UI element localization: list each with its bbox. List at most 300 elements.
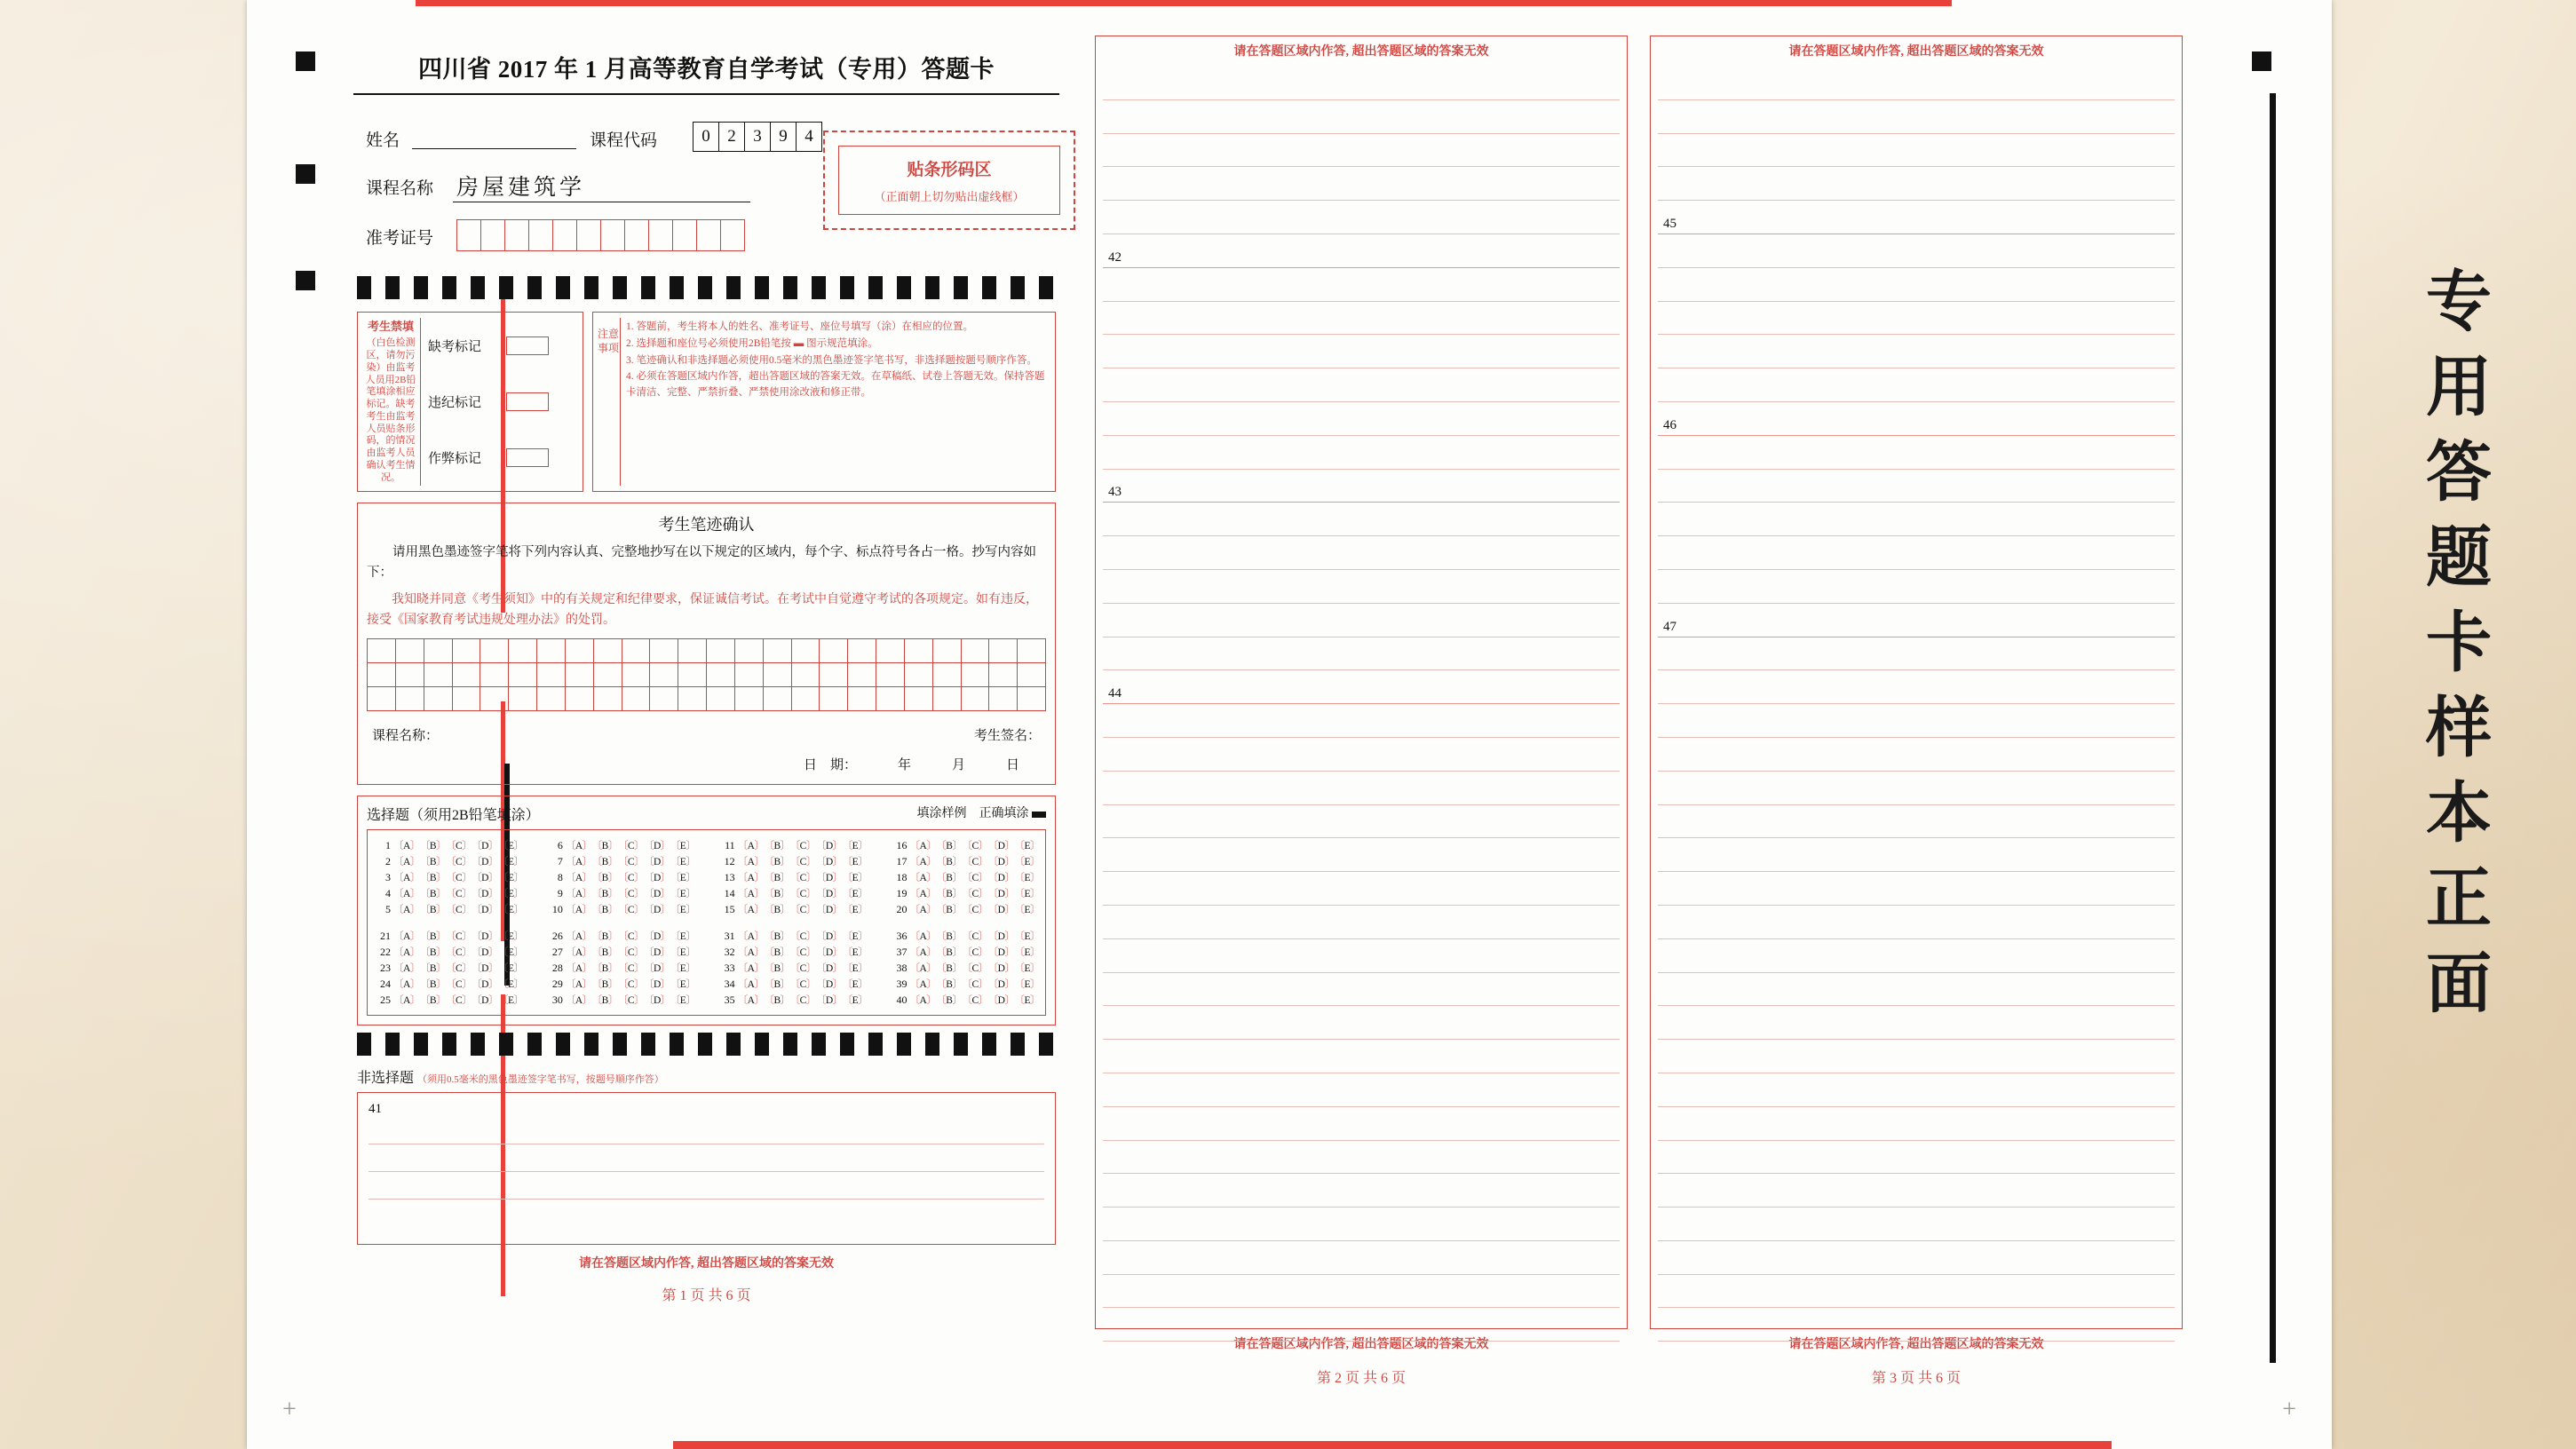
handwriting-cell[interactable] [480,687,509,711]
handwriting-cell[interactable] [989,663,1018,687]
mc-bubble-a[interactable]: 〔A〕 [565,889,592,900]
mc-bubble-a[interactable]: 〔A〕 [565,947,592,959]
mc-question-row[interactable] [889,960,1040,976]
answer-line[interactable] [1658,1107,2175,1141]
mc-bubble-d[interactable]: 〔D〕 [815,873,843,884]
mc-bubble-e[interactable]: 〔E〕 [670,873,696,884]
mc-bubble-a[interactable]: 〔A〕 [393,889,420,900]
mc-bubble-d[interactable]: 〔D〕 [472,979,498,991]
mc-bubble-a[interactable]: 〔A〕 [909,873,937,884]
mc-bubble-e[interactable]: 〔E〕 [842,995,868,1007]
answer-column-three[interactable] [1650,36,2183,1329]
mc-bubble-b[interactable]: 〔B〕 [936,857,963,868]
mc-bubble-a[interactable]: 〔A〕 [393,905,420,916]
answer-line[interactable] [1658,570,2175,604]
answer-line[interactable] [1103,939,1620,973]
mc-bubble-b[interactable]: 〔B〕 [764,979,790,991]
answer-line[interactable] [1103,570,1620,604]
answer-line[interactable] [1658,302,2175,336]
mc-bubble-a[interactable]: 〔A〕 [565,931,592,943]
mc-bubble-b[interactable]: 〔B〕 [936,931,963,943]
answer-line[interactable] [1103,134,1620,168]
mc-bubble-b[interactable]: 〔B〕 [591,995,618,1007]
mc-bubble-b[interactable]: 〔B〕 [419,873,446,884]
mc-bubble-c[interactable]: 〔C〕 [445,889,472,900]
mc-bubble-a[interactable]: 〔A〕 [393,963,420,975]
mc-bubble-a[interactable]: 〔A〕 [565,873,592,884]
mc-bubble-b[interactable]: 〔B〕 [764,931,790,943]
answer-line[interactable] [1103,368,1620,402]
answer-line[interactable] [1658,335,2175,368]
handwriting-cell[interactable] [396,639,424,663]
handwriting-cell[interactable] [650,639,678,663]
handwriting-cell[interactable] [678,639,707,663]
mc-bubble-a[interactable]: 〔A〕 [737,857,765,868]
mc-bubble-e[interactable]: 〔E〕 [670,963,696,975]
mc-question-row[interactable] [373,944,524,960]
mc-question-row[interactable] [545,837,696,853]
mc-bubble-e[interactable]: 〔E〕 [1014,841,1040,852]
mc-bubble-c[interactable]: 〔C〕 [445,947,472,959]
mc-bubble-e[interactable]: 〔E〕 [1014,905,1040,916]
handwriting-cell[interactable] [509,663,537,687]
answer-line[interactable] [1103,1174,1620,1208]
mc-bubble-c[interactable]: 〔C〕 [617,873,644,884]
mc-bubble-a[interactable]: 〔A〕 [393,995,420,1007]
mc-question-row[interactable] [373,837,524,853]
mc-bubble-e[interactable]: 〔E〕 [1014,963,1040,975]
mc-bubble-a[interactable]: 〔A〕 [393,947,420,959]
mc-bubble-d[interactable]: 〔D〕 [815,905,843,916]
mc-bubble-b[interactable]: 〔B〕 [936,841,963,852]
mc-bubble-e[interactable]: 〔E〕 [842,963,868,975]
answer-area-41[interactable] [357,1092,1056,1245]
handwriting-cell[interactable] [480,663,509,687]
answer-line[interactable] [1658,872,2175,906]
answer-line[interactable] [1658,470,2175,503]
mc-bubble-e[interactable]: 〔E〕 [1014,873,1040,884]
course-code-boxes[interactable] [693,122,822,152]
mc-question-row[interactable] [717,901,868,917]
handwriting-cell[interactable] [1018,663,1046,687]
mc-bubble-b[interactable]: 〔B〕 [764,873,790,884]
mc-bubble-e[interactable]: 〔E〕 [497,889,524,900]
mark-bubble-violation[interactable] [506,392,549,411]
answer-line[interactable] [1658,67,2175,100]
handwriting-cell[interactable] [594,687,622,711]
mc-bubble-c[interactable]: 〔C〕 [962,947,988,959]
mc-bubble-a[interactable]: 〔A〕 [909,857,937,868]
answer-line[interactable] [1658,1275,2175,1309]
handwriting-cell[interactable] [453,687,481,711]
mc-bubble-a[interactable]: 〔A〕 [737,963,765,975]
handwriting-cell[interactable] [1018,639,1046,663]
mc-bubble-e[interactable]: 〔E〕 [1014,979,1040,991]
mc-bubble-b[interactable]: 〔B〕 [764,947,790,959]
handwriting-cell[interactable] [537,663,566,687]
mc-bubble-e[interactable]: 〔E〕 [670,947,696,959]
mc-bubble-c[interactable]: 〔C〕 [789,947,816,959]
handwriting-cell[interactable] [792,663,820,687]
mc-bubble-b[interactable]: 〔B〕 [419,857,446,868]
mc-bubble-b[interactable]: 〔B〕 [936,905,963,916]
mc-bubble-c[interactable]: 〔C〕 [445,857,472,868]
answer-line[interactable] [1103,1275,1620,1309]
answer-line[interactable] [1658,973,2175,1007]
handwriting-cell[interactable] [905,663,933,687]
mc-question-row[interactable] [373,885,524,901]
answer-line[interactable] [1103,470,1620,503]
answer-line[interactable] [1103,670,1620,704]
handwriting-cell[interactable] [396,687,424,711]
handwriting-cell[interactable] [566,663,594,687]
mc-bubble-d[interactable]: 〔D〕 [472,873,498,884]
handwriting-cell[interactable] [848,639,876,663]
answer-line[interactable] [1658,201,2175,234]
mc-bubble-e[interactable]: 〔E〕 [842,931,868,943]
answer-line[interactable] [1658,1073,2175,1107]
handwriting-cell[interactable] [876,687,905,711]
mc-bubble-e[interactable]: 〔E〕 [670,857,696,868]
mc-bubble-d[interactable]: 〔D〕 [643,931,670,943]
mc-question-row[interactable] [717,944,868,960]
mc-bubble-c[interactable]: 〔C〕 [789,905,816,916]
mc-bubble-c[interactable]: 〔C〕 [617,995,644,1007]
mc-bubble-a[interactable]: 〔A〕 [393,841,420,852]
mc-bubble-a[interactable]: 〔A〕 [565,995,592,1007]
answer-line[interactable] [1658,536,2175,570]
handwriting-cell[interactable] [707,687,735,711]
answer-line[interactable] [1103,1040,1620,1073]
mc-bubble-e[interactable]: 〔E〕 [497,905,524,916]
answer-line[interactable] [1103,637,1620,671]
mc-bubble-d[interactable]: 〔D〕 [987,857,1015,868]
mc-bubble-b[interactable]: 〔B〕 [591,905,618,916]
mc-bubble-c[interactable]: 〔C〕 [789,889,816,900]
mc-bubble-a[interactable]: 〔A〕 [909,931,937,943]
mc-bubble-d[interactable]: 〔D〕 [643,905,670,916]
mc-question-row[interactable] [889,869,1040,885]
mc-bubble-d[interactable]: 〔D〕 [472,963,498,975]
answer-line[interactable] [1658,134,2175,168]
mc-bubble-a[interactable]: 〔A〕 [909,963,937,975]
answer-line[interactable] [1658,939,2175,973]
mc-bubble-b[interactable]: 〔B〕 [419,995,446,1007]
mc-bubble-e[interactable]: 〔E〕 [842,873,868,884]
answer-line[interactable] [1103,1308,1620,1342]
mc-bubble-d[interactable]: 〔D〕 [987,889,1015,900]
mc-bubble-c[interactable]: 〔C〕 [962,857,988,868]
answer-line[interactable] [1103,1073,1620,1107]
answer-line[interactable] [1103,704,1620,738]
mc-bubble-e[interactable]: 〔E〕 [842,979,868,991]
mc-bubble-e[interactable]: 〔E〕 [842,841,868,852]
mc-bubble-b[interactable]: 〔B〕 [764,905,790,916]
handwriting-cell[interactable] [453,639,481,663]
answer-line[interactable] [1103,234,1620,268]
handwriting-cell[interactable] [622,639,651,663]
mc-question-row[interactable] [889,928,1040,944]
handwriting-cell[interactable] [678,663,707,687]
mc-bubble-e[interactable]: 〔E〕 [670,841,696,852]
answer-line[interactable] [1103,503,1620,536]
mc-question-row[interactable] [373,901,524,917]
answer-line[interactable] [1103,167,1620,201]
mc-question-row[interactable] [717,960,868,976]
mc-bubble-c[interactable]: 〔C〕 [445,963,472,975]
mc-bubble-e[interactable]: 〔E〕 [1014,889,1040,900]
mc-bubble-c[interactable]: 〔C〕 [962,889,988,900]
mc-bubble-d[interactable]: 〔D〕 [815,979,843,991]
mc-question-row[interactable] [717,928,868,944]
mc-question-row[interactable] [373,928,524,944]
mc-bubble-d[interactable]: 〔D〕 [643,857,670,868]
mc-question-row[interactable] [545,853,696,869]
answer-line[interactable] [1658,167,2175,201]
mc-bubble-a[interactable]: 〔A〕 [909,995,937,1007]
mc-question-row[interactable] [717,885,868,901]
handwriting-cell[interactable] [424,639,453,663]
answer-line[interactable] [1103,805,1620,839]
handwriting-cell[interactable] [707,639,735,663]
handwriting-cell[interactable] [962,687,990,711]
mc-bubble-e[interactable]: 〔E〕 [497,947,524,959]
mc-bubble-a[interactable]: 〔A〕 [565,979,592,991]
answer-line[interactable] [1658,436,2175,470]
mc-bubble-c[interactable]: 〔C〕 [789,857,816,868]
answer-line[interactable] [1103,906,1620,939]
mc-bubble-e[interactable]: 〔E〕 [497,873,524,884]
mc-bubble-b[interactable]: 〔B〕 [764,889,790,900]
mc-bubble-b[interactable]: 〔B〕 [764,857,790,868]
mc-bubble-a[interactable]: 〔A〕 [909,979,937,991]
mc-bubble-c[interactable]: 〔C〕 [789,873,816,884]
answer-line[interactable] [1103,838,1620,872]
mc-bubble-d[interactable]: 〔D〕 [472,905,498,916]
mc-bubble-a[interactable]: 〔A〕 [565,841,592,852]
mc-question-row[interactable] [545,944,696,960]
handwriting-cell[interactable] [622,687,651,711]
handwriting-cell[interactable] [368,639,396,663]
mc-question-row[interactable] [545,869,696,885]
mc-bubble-b[interactable]: 〔B〕 [936,995,963,1007]
mark-bubble-cheating[interactable] [506,448,549,467]
mc-bubble-b[interactable]: 〔B〕 [419,841,446,852]
answer-line[interactable] [1658,704,2175,738]
handwriting-cell[interactable] [820,639,848,663]
handwriting-cell[interactable] [735,639,764,663]
mc-bubble-d[interactable]: 〔D〕 [815,995,843,1007]
mc-bubble-d[interactable]: 〔D〕 [643,873,670,884]
handwriting-cell[interactable] [537,687,566,711]
answer-line[interactable] [1103,536,1620,570]
answer-column-two[interactable] [1095,36,1628,1329]
mc-question-row[interactable] [889,976,1040,992]
mc-question-row[interactable] [545,885,696,901]
handwriting-cell[interactable] [424,663,453,687]
mc-question-row[interactable] [889,901,1040,917]
mc-bubble-e[interactable]: 〔E〕 [670,889,696,900]
answer-line[interactable] [1658,738,2175,772]
mark-row-cheating[interactable] [428,448,579,467]
handwriting-cell[interactable] [905,639,933,663]
mc-bubble-a[interactable]: 〔A〕 [565,905,592,916]
mc-bubble-c[interactable]: 〔C〕 [789,979,816,991]
mc-bubble-b[interactable]: 〔B〕 [936,963,963,975]
mc-bubble-d[interactable]: 〔D〕 [472,995,498,1007]
mc-bubble-a[interactable]: 〔A〕 [737,931,765,943]
handwriting-cell[interactable] [792,687,820,711]
answer-line[interactable] [1103,436,1620,470]
mc-bubble-d[interactable]: 〔D〕 [472,931,498,943]
handwriting-cell[interactable] [933,663,962,687]
mc-bubble-a[interactable]: 〔A〕 [737,947,765,959]
handwriting-cell[interactable] [792,639,820,663]
answer-line[interactable] [1658,268,2175,302]
answer-line[interactable] [1103,268,1620,302]
answer-line[interactable] [1658,368,2175,402]
mc-bubble-b[interactable]: 〔B〕 [764,963,790,975]
mc-bubble-d[interactable]: 〔D〕 [472,889,498,900]
mc-bubble-b[interactable]: 〔B〕 [591,963,618,975]
mc-bubble-d[interactable]: 〔D〕 [643,889,670,900]
mc-bubble-b[interactable]: 〔B〕 [591,841,618,852]
mc-bubble-e[interactable]: 〔E〕 [670,905,696,916]
mc-bubble-c[interactable]: 〔C〕 [617,889,644,900]
mc-bubble-d[interactable]: 〔D〕 [643,963,670,975]
answer-line[interactable] [1103,201,1620,234]
handwriting-cell[interactable] [594,639,622,663]
handwriting-cell[interactable] [820,663,848,687]
answer-line[interactable] [1658,1308,2175,1342]
mc-bubble-e[interactable]: 〔E〕 [842,889,868,900]
handwriting-cell[interactable] [678,687,707,711]
handwriting-cell[interactable] [962,639,990,663]
mc-bubble-d[interactable]: 〔D〕 [815,889,843,900]
handwriting-cell[interactable] [707,663,735,687]
mc-question-row[interactable] [373,869,524,885]
mc-bubble-c[interactable]: 〔C〕 [962,995,988,1007]
mc-bubble-a[interactable]: 〔A〕 [393,979,420,991]
mc-question-row[interactable] [717,837,868,853]
answer-line[interactable] [1658,1241,2175,1275]
mc-bubble-c[interactable]: 〔C〕 [445,841,472,852]
mc-bubble-b[interactable]: 〔B〕 [591,931,618,943]
mc-bubble-e[interactable]: 〔E〕 [497,995,524,1007]
answer-line[interactable] [1103,1006,1620,1040]
mc-bubble-e[interactable]: 〔E〕 [497,931,524,943]
answer-line[interactable] [1658,604,2175,637]
mc-bubble-b[interactable]: 〔B〕 [936,947,963,959]
answer-line[interactable] [1103,1141,1620,1175]
handwriting-cell[interactable] [735,663,764,687]
mc-bubble-c[interactable]: 〔C〕 [789,931,816,943]
mc-bubble-b[interactable]: 〔B〕 [419,905,446,916]
mc-question-row[interactable] [373,976,524,992]
mc-bubble-d[interactable]: 〔D〕 [987,905,1015,916]
mark-row-violation[interactable] [428,392,579,411]
handwriting-cell[interactable] [566,639,594,663]
mc-bubble-e[interactable]: 〔E〕 [1014,947,1040,959]
mc-question-row[interactable] [545,901,696,917]
mc-bubble-b[interactable]: 〔B〕 [591,979,618,991]
mc-bubble-e[interactable]: 〔E〕 [670,979,696,991]
handwriting-cell[interactable] [509,639,537,663]
handwriting-cell[interactable] [764,687,792,711]
mc-bubble-d[interactable]: 〔D〕 [643,979,670,991]
mark-row-absent[interactable] [428,337,579,355]
handwriting-cell[interactable] [368,687,396,711]
mc-bubble-d[interactable]: 〔D〕 [472,947,498,959]
answer-line[interactable] [1658,1141,2175,1175]
mc-bubble-b[interactable]: 〔B〕 [591,889,618,900]
mc-bubble-e[interactable]: 〔E〕 [670,995,696,1007]
handwriting-cell[interactable] [622,663,651,687]
mc-question-row[interactable] [889,885,1040,901]
handwriting-grid[interactable] [367,638,1046,711]
handwriting-cell[interactable] [566,687,594,711]
mc-bubble-a[interactable]: 〔A〕 [737,889,765,900]
mc-bubble-d[interactable]: 〔D〕 [987,931,1015,943]
mc-bubble-d[interactable]: 〔D〕 [643,841,670,852]
answer-line[interactable] [1658,402,2175,436]
mc-bubble-e[interactable]: 〔E〕 [842,905,868,916]
mc-bubble-d[interactable]: 〔D〕 [987,841,1015,852]
answer-line[interactable] [1658,234,2175,268]
mc-bubble-c[interactable]: 〔C〕 [962,963,988,975]
mc-bubble-d[interactable]: 〔D〕 [472,841,498,852]
answer-line[interactable] [1103,604,1620,637]
mc-bubble-c[interactable]: 〔C〕 [445,931,472,943]
mc-question-row[interactable] [717,869,868,885]
handwriting-cell[interactable] [735,687,764,711]
answer-line[interactable] [1103,772,1620,805]
handwriting-cell[interactable] [368,663,396,687]
mc-bubble-c[interactable]: 〔C〕 [445,979,472,991]
handwriting-cell[interactable] [453,663,481,687]
mc-bubble-d[interactable]: 〔D〕 [987,947,1015,959]
mc-bubble-e[interactable]: 〔E〕 [842,857,868,868]
answer-line[interactable] [1103,1107,1620,1141]
mc-bubble-b[interactable]: 〔B〕 [419,947,446,959]
answer-line[interactable] [1103,1208,1620,1241]
mc-bubble-b[interactable]: 〔B〕 [936,979,963,991]
mc-bubble-d[interactable]: 〔D〕 [987,979,1015,991]
mc-bubble-c[interactable]: 〔C〕 [962,873,988,884]
answer-line[interactable] [1103,67,1620,100]
answer-line[interactable] [1658,805,2175,839]
mc-bubble-a[interactable]: 〔A〕 [909,889,937,900]
mc-bubble-c[interactable]: 〔C〕 [445,873,472,884]
mc-bubble-a[interactable]: 〔A〕 [565,963,592,975]
mc-bubble-e[interactable]: 〔E〕 [1014,995,1040,1007]
mc-bubble-d[interactable]: 〔D〕 [987,963,1015,975]
handwriting-cell[interactable] [594,663,622,687]
mc-question-row[interactable] [889,992,1040,1008]
mc-bubble-e[interactable]: 〔E〕 [497,979,524,991]
mc-bubble-c[interactable]: 〔C〕 [617,857,644,868]
mc-bubble-c[interactable]: 〔C〕 [962,905,988,916]
handwriting-cell[interactable] [820,687,848,711]
answer-line[interactable] [1103,738,1620,772]
mc-bubble-e[interactable]: 〔E〕 [1014,931,1040,943]
mc-bubble-c[interactable]: 〔C〕 [789,995,816,1007]
handwriting-cell[interactable] [1018,687,1046,711]
handwriting-cell[interactable] [989,687,1018,711]
answer-line[interactable] [1103,100,1620,134]
mc-bubble-b[interactable]: 〔B〕 [591,857,618,868]
mc-bubble-b[interactable]: 〔B〕 [936,873,963,884]
